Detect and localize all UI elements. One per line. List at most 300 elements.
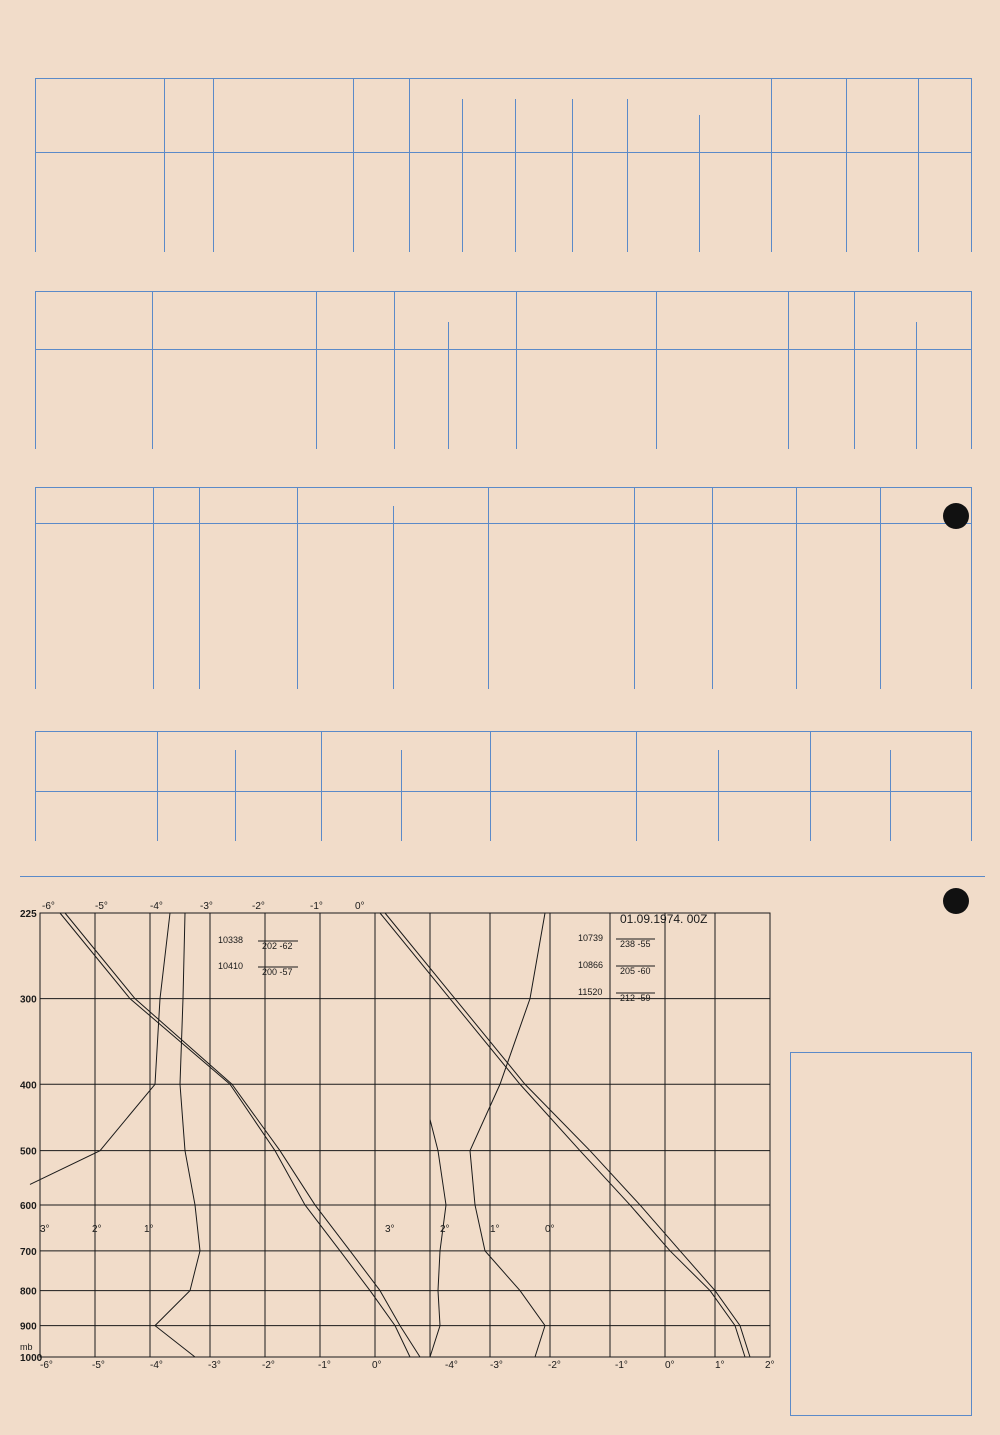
cell: [214, 235, 354, 252]
aus-col-temp-l: [394, 292, 516, 322]
cell: [635, 557, 713, 574]
cell: [316, 432, 394, 449]
temp-tick: 0°: [355, 901, 365, 912]
temp-tick: -2°: [262, 1360, 275, 1371]
table-row: [36, 639, 972, 656]
cell: [354, 235, 409, 252]
cell: [297, 573, 393, 590]
cell: [635, 639, 713, 656]
cell: [637, 792, 719, 809]
cell: [855, 350, 917, 367]
cell: [489, 590, 635, 607]
cell: [811, 825, 891, 842]
cell: [918, 219, 971, 236]
temp-tick: -4°: [150, 1360, 163, 1371]
cell: [491, 825, 637, 842]
cell: [797, 656, 881, 673]
dew-tick: 3°: [385, 1223, 395, 1235]
cell: [199, 590, 297, 607]
cell: [199, 606, 297, 623]
cell: [165, 219, 214, 236]
cell: [572, 202, 627, 219]
table-row: [36, 656, 972, 673]
dewpoint-profile: [30, 913, 170, 1184]
cell: [772, 219, 846, 236]
cell: [772, 169, 846, 186]
col-tief2m: [628, 115, 700, 153]
punch-hole: [943, 888, 969, 914]
cell: [165, 169, 214, 186]
table-row: [36, 235, 972, 252]
cell: [516, 383, 656, 400]
temp-tick: -1°: [310, 901, 323, 912]
cell: [881, 656, 972, 673]
cell: [891, 808, 972, 825]
temp-tick: 2°: [765, 1360, 775, 1371]
aus-col-wind-l: [316, 292, 394, 350]
cell: [153, 639, 199, 656]
aus-col-station-l: [36, 292, 153, 350]
col-taupunkt: [462, 99, 515, 153]
cell: [713, 590, 797, 607]
temp-tick: -3°: [208, 1360, 221, 1371]
table-row: [36, 808, 972, 825]
cell: [489, 672, 635, 689]
cell: [811, 792, 891, 809]
cell: [700, 169, 772, 186]
cell: [918, 235, 971, 252]
temp-tick: -5°: [92, 1360, 105, 1371]
cell: [199, 540, 297, 557]
cell: [316, 350, 394, 367]
table-row: [36, 557, 972, 574]
cell: [572, 186, 627, 203]
cell: [797, 590, 881, 607]
cell: [657, 350, 789, 367]
col-hoechste: [515, 99, 572, 153]
cell: [628, 202, 700, 219]
lf-col-mm: [199, 488, 297, 524]
cell: [891, 825, 972, 842]
cell: [789, 383, 855, 400]
cell: [917, 432, 972, 449]
cell: [153, 672, 199, 689]
cell: [448, 366, 516, 383]
cell: [297, 623, 393, 640]
as-col-mond-l: [321, 732, 491, 750]
cell: [657, 432, 789, 449]
cell: [797, 557, 881, 574]
cell: [917, 399, 972, 416]
cell: [635, 672, 713, 689]
cell: [152, 432, 316, 449]
cell: [657, 416, 789, 433]
cell: [36, 639, 154, 656]
cell: [515, 219, 572, 236]
punch-hole: [943, 503, 969, 529]
temp-tick: -3°: [200, 901, 213, 912]
trop-value: 238 -55: [620, 939, 651, 949]
col-nieder: [846, 79, 918, 153]
col-in2m: [409, 99, 462, 153]
trop-value: 212 -59: [620, 993, 651, 1003]
table-row: [36, 350, 972, 367]
cell: [199, 639, 297, 656]
lf-col-meer: [297, 488, 489, 506]
as-unt-2: [401, 750, 491, 792]
dew-tick: 1°: [144, 1223, 154, 1235]
cell: [354, 202, 409, 219]
table-row: [36, 672, 972, 689]
cell: [235, 825, 321, 842]
cell: [855, 366, 917, 383]
eb-col-station: [489, 488, 635, 524]
cell: [153, 540, 199, 557]
pressure-label: 900: [20, 1321, 37, 1333]
cell: [316, 399, 394, 416]
cell: [700, 219, 772, 236]
cell: [881, 557, 972, 574]
cell: [36, 235, 165, 252]
cell: [394, 350, 448, 367]
cell: [515, 186, 572, 203]
cell: [572, 153, 627, 170]
cell: [628, 153, 700, 170]
cell: [157, 825, 235, 842]
cell: [297, 524, 393, 541]
as-col-station-l: [36, 732, 158, 792]
cell: [199, 524, 297, 541]
cell: [448, 350, 516, 367]
table-row: [36, 202, 972, 219]
cell: [409, 153, 462, 170]
cell: [635, 540, 713, 557]
cell: [36, 383, 153, 400]
col-wetter: [214, 79, 354, 153]
cell: [199, 557, 297, 574]
dew-tick: 3°: [40, 1223, 50, 1235]
lf-col-barom: [153, 488, 199, 524]
cell: [855, 383, 917, 400]
cell: [316, 383, 394, 400]
aus-col-station-r: [516, 292, 656, 350]
cell: [152, 383, 316, 400]
dew-tick: 1°: [490, 1223, 500, 1235]
col-mittel: [572, 99, 627, 153]
table-row: [36, 366, 972, 383]
trop-value: 200 -57: [262, 967, 293, 977]
cell: [635, 590, 713, 607]
table-row: [36, 432, 972, 449]
cell: [297, 656, 393, 673]
aus-col-temp-r: [855, 292, 972, 322]
cell: [157, 792, 235, 809]
cell: [199, 656, 297, 673]
as-auf-1: [157, 750, 235, 792]
luftdruck-erdboden-table: [35, 487, 972, 689]
trop-value: 202 -62: [262, 941, 293, 951]
cell: [917, 350, 972, 367]
cell: [199, 623, 297, 640]
cell: [393, 557, 489, 574]
domestic-table: [35, 78, 972, 252]
trop-station: 10866: [578, 960, 604, 970]
dew-tick: 2°: [92, 1223, 102, 1235]
cell: [917, 366, 972, 383]
col-sonne: [772, 79, 846, 153]
cell: [515, 169, 572, 186]
trop-station: 10338: [218, 935, 244, 945]
cell: [918, 153, 971, 170]
temp-tick: 0°: [665, 1360, 675, 1371]
as-auf-3: [637, 750, 719, 792]
pressure-label: 800: [20, 1286, 37, 1298]
mb-label: mb: [20, 1342, 33, 1352]
cell: [36, 202, 165, 219]
cell: [516, 399, 656, 416]
table-row: [36, 606, 972, 623]
cell: [393, 524, 489, 541]
cell: [515, 202, 572, 219]
cell: [153, 623, 199, 640]
cell: [918, 202, 971, 219]
as-unt-3: [719, 750, 811, 792]
as-auf-4: [811, 750, 891, 792]
cell: [489, 524, 635, 541]
cell: [153, 524, 199, 541]
lf-col-station: [36, 488, 154, 524]
cell: [165, 153, 214, 170]
cell: [846, 169, 918, 186]
cell: [153, 557, 199, 574]
cell: [635, 524, 713, 541]
cell: [297, 540, 393, 557]
cell: [165, 235, 214, 252]
cell: [394, 399, 448, 416]
cell: [462, 219, 515, 236]
cell: [214, 202, 354, 219]
cell: [657, 366, 789, 383]
pressure-label: 400: [20, 1080, 37, 1092]
cell: [36, 350, 153, 367]
cell: [713, 524, 797, 541]
table-row: [36, 219, 972, 236]
cell: [700, 153, 772, 170]
table-row: [36, 416, 972, 433]
cell: [36, 808, 158, 825]
cell: [36, 416, 153, 433]
table-row: [36, 825, 972, 842]
cell: [462, 153, 515, 170]
cell: [36, 606, 154, 623]
cell: [797, 524, 881, 541]
remarks-box: [790, 1052, 972, 1416]
aus-col-wetter-l: [152, 292, 316, 350]
table-row: [36, 623, 972, 640]
cell: [772, 186, 846, 203]
cell: [489, 557, 635, 574]
as-unt-4: [891, 750, 972, 792]
cell: [199, 573, 297, 590]
cell: [321, 792, 401, 809]
chart-stamp: 01.09.1974. 00Z: [620, 912, 708, 926]
cell: [628, 219, 700, 236]
cell: [637, 808, 719, 825]
cell: [881, 672, 972, 689]
cell: [199, 672, 297, 689]
cell: [448, 399, 516, 416]
pressure-label: 600: [20, 1200, 37, 1212]
cell: [516, 350, 656, 367]
eb-col-20: [713, 488, 797, 524]
cell: [152, 350, 316, 367]
cell: [489, 639, 635, 656]
cell: [36, 366, 153, 383]
cell: [700, 186, 772, 203]
pressure-label: 225: [20, 909, 37, 920]
cell: [401, 825, 491, 842]
table-row: [36, 169, 972, 186]
table-row: [36, 573, 972, 590]
temp-tick: -2°: [252, 901, 265, 912]
cell: [409, 235, 462, 252]
col-station: [36, 79, 165, 153]
cell: [846, 202, 918, 219]
cell: [489, 573, 635, 590]
table-row: [36, 153, 972, 170]
cell: [462, 235, 515, 252]
cell: [36, 792, 158, 809]
cell: [394, 383, 448, 400]
pressure-label: 500: [20, 1146, 37, 1158]
pressure-label: 1000: [20, 1353, 43, 1364]
cell: [393, 639, 489, 656]
dew-tick: 2°: [440, 1223, 450, 1235]
cell: [491, 808, 637, 825]
dewpoint-diff: [430, 1119, 446, 1357]
cell: [789, 350, 855, 367]
temp-tick: -5°: [95, 901, 108, 912]
astro-table: [35, 731, 972, 841]
cell: [918, 186, 971, 203]
table-row: [36, 399, 972, 416]
cell: [635, 623, 713, 640]
cell: [881, 623, 972, 640]
as-col-mond-r: [811, 732, 972, 750]
cell: [881, 590, 972, 607]
eb-col-50: [797, 488, 881, 524]
lf-col-mb: [393, 506, 489, 524]
cell: [797, 672, 881, 689]
cell: [719, 825, 811, 842]
cell: [881, 540, 972, 557]
cell: [713, 606, 797, 623]
cell: [846, 219, 918, 236]
as-col-station-r: [491, 732, 637, 792]
cell: [462, 202, 515, 219]
cell: [36, 169, 165, 186]
cell: [797, 623, 881, 640]
cell: [393, 672, 489, 689]
cell: [36, 623, 154, 640]
aerological-diagram: [0, 895, 790, 1375]
cell: [36, 540, 154, 557]
as-col-sonne-r: [637, 732, 811, 750]
cell: [36, 153, 165, 170]
cell: [214, 186, 354, 203]
cell: [918, 169, 971, 186]
cell: [165, 186, 214, 203]
cell: [354, 186, 409, 203]
col-tiefboden: [700, 115, 772, 153]
cell: [637, 825, 719, 842]
cell: [789, 432, 855, 449]
cell: [713, 672, 797, 689]
cell: [36, 524, 154, 541]
cell: [516, 416, 656, 433]
cell: [394, 366, 448, 383]
cell: [354, 169, 409, 186]
col-tiefst: [628, 99, 772, 115]
col-temp-group: [409, 79, 772, 99]
temp-tick: -6°: [40, 1360, 53, 1371]
cell: [855, 416, 917, 433]
temp-tick: -1°: [318, 1360, 331, 1371]
cell: [297, 557, 393, 574]
cell: [297, 590, 393, 607]
aus-col-7uhr-r: [855, 322, 917, 350]
cell: [700, 235, 772, 252]
temp-tick: -3°: [490, 1360, 503, 1371]
cell: [719, 792, 811, 809]
trop-station: 11520: [578, 987, 603, 997]
temp-tick: -1°: [615, 1360, 628, 1371]
cell: [316, 366, 394, 383]
cell: [772, 235, 846, 252]
cell: [657, 399, 789, 416]
cell: [393, 540, 489, 557]
aus-col-hoechste-r: [917, 322, 972, 350]
cell: [700, 202, 772, 219]
cell: [462, 169, 515, 186]
cell: [797, 606, 881, 623]
table-row: [36, 524, 972, 541]
cell: [393, 573, 489, 590]
temp-tick: -2°: [548, 1360, 561, 1371]
cell: [489, 540, 635, 557]
cell: [214, 219, 354, 236]
cell: [797, 639, 881, 656]
cell: [214, 169, 354, 186]
cell: [36, 656, 154, 673]
cell: [393, 656, 489, 673]
cell: [628, 186, 700, 203]
col-schnee: [918, 79, 971, 153]
cell: [713, 656, 797, 673]
cell: [855, 432, 917, 449]
cell: [152, 399, 316, 416]
cell: [394, 416, 448, 433]
cell: [772, 153, 846, 170]
cell: [409, 202, 462, 219]
cell: [36, 590, 154, 607]
cell: [572, 219, 627, 236]
cell: [297, 672, 393, 689]
ausland-table: [35, 291, 972, 449]
cell: [409, 169, 462, 186]
cell: [713, 623, 797, 640]
cell: [491, 792, 637, 809]
